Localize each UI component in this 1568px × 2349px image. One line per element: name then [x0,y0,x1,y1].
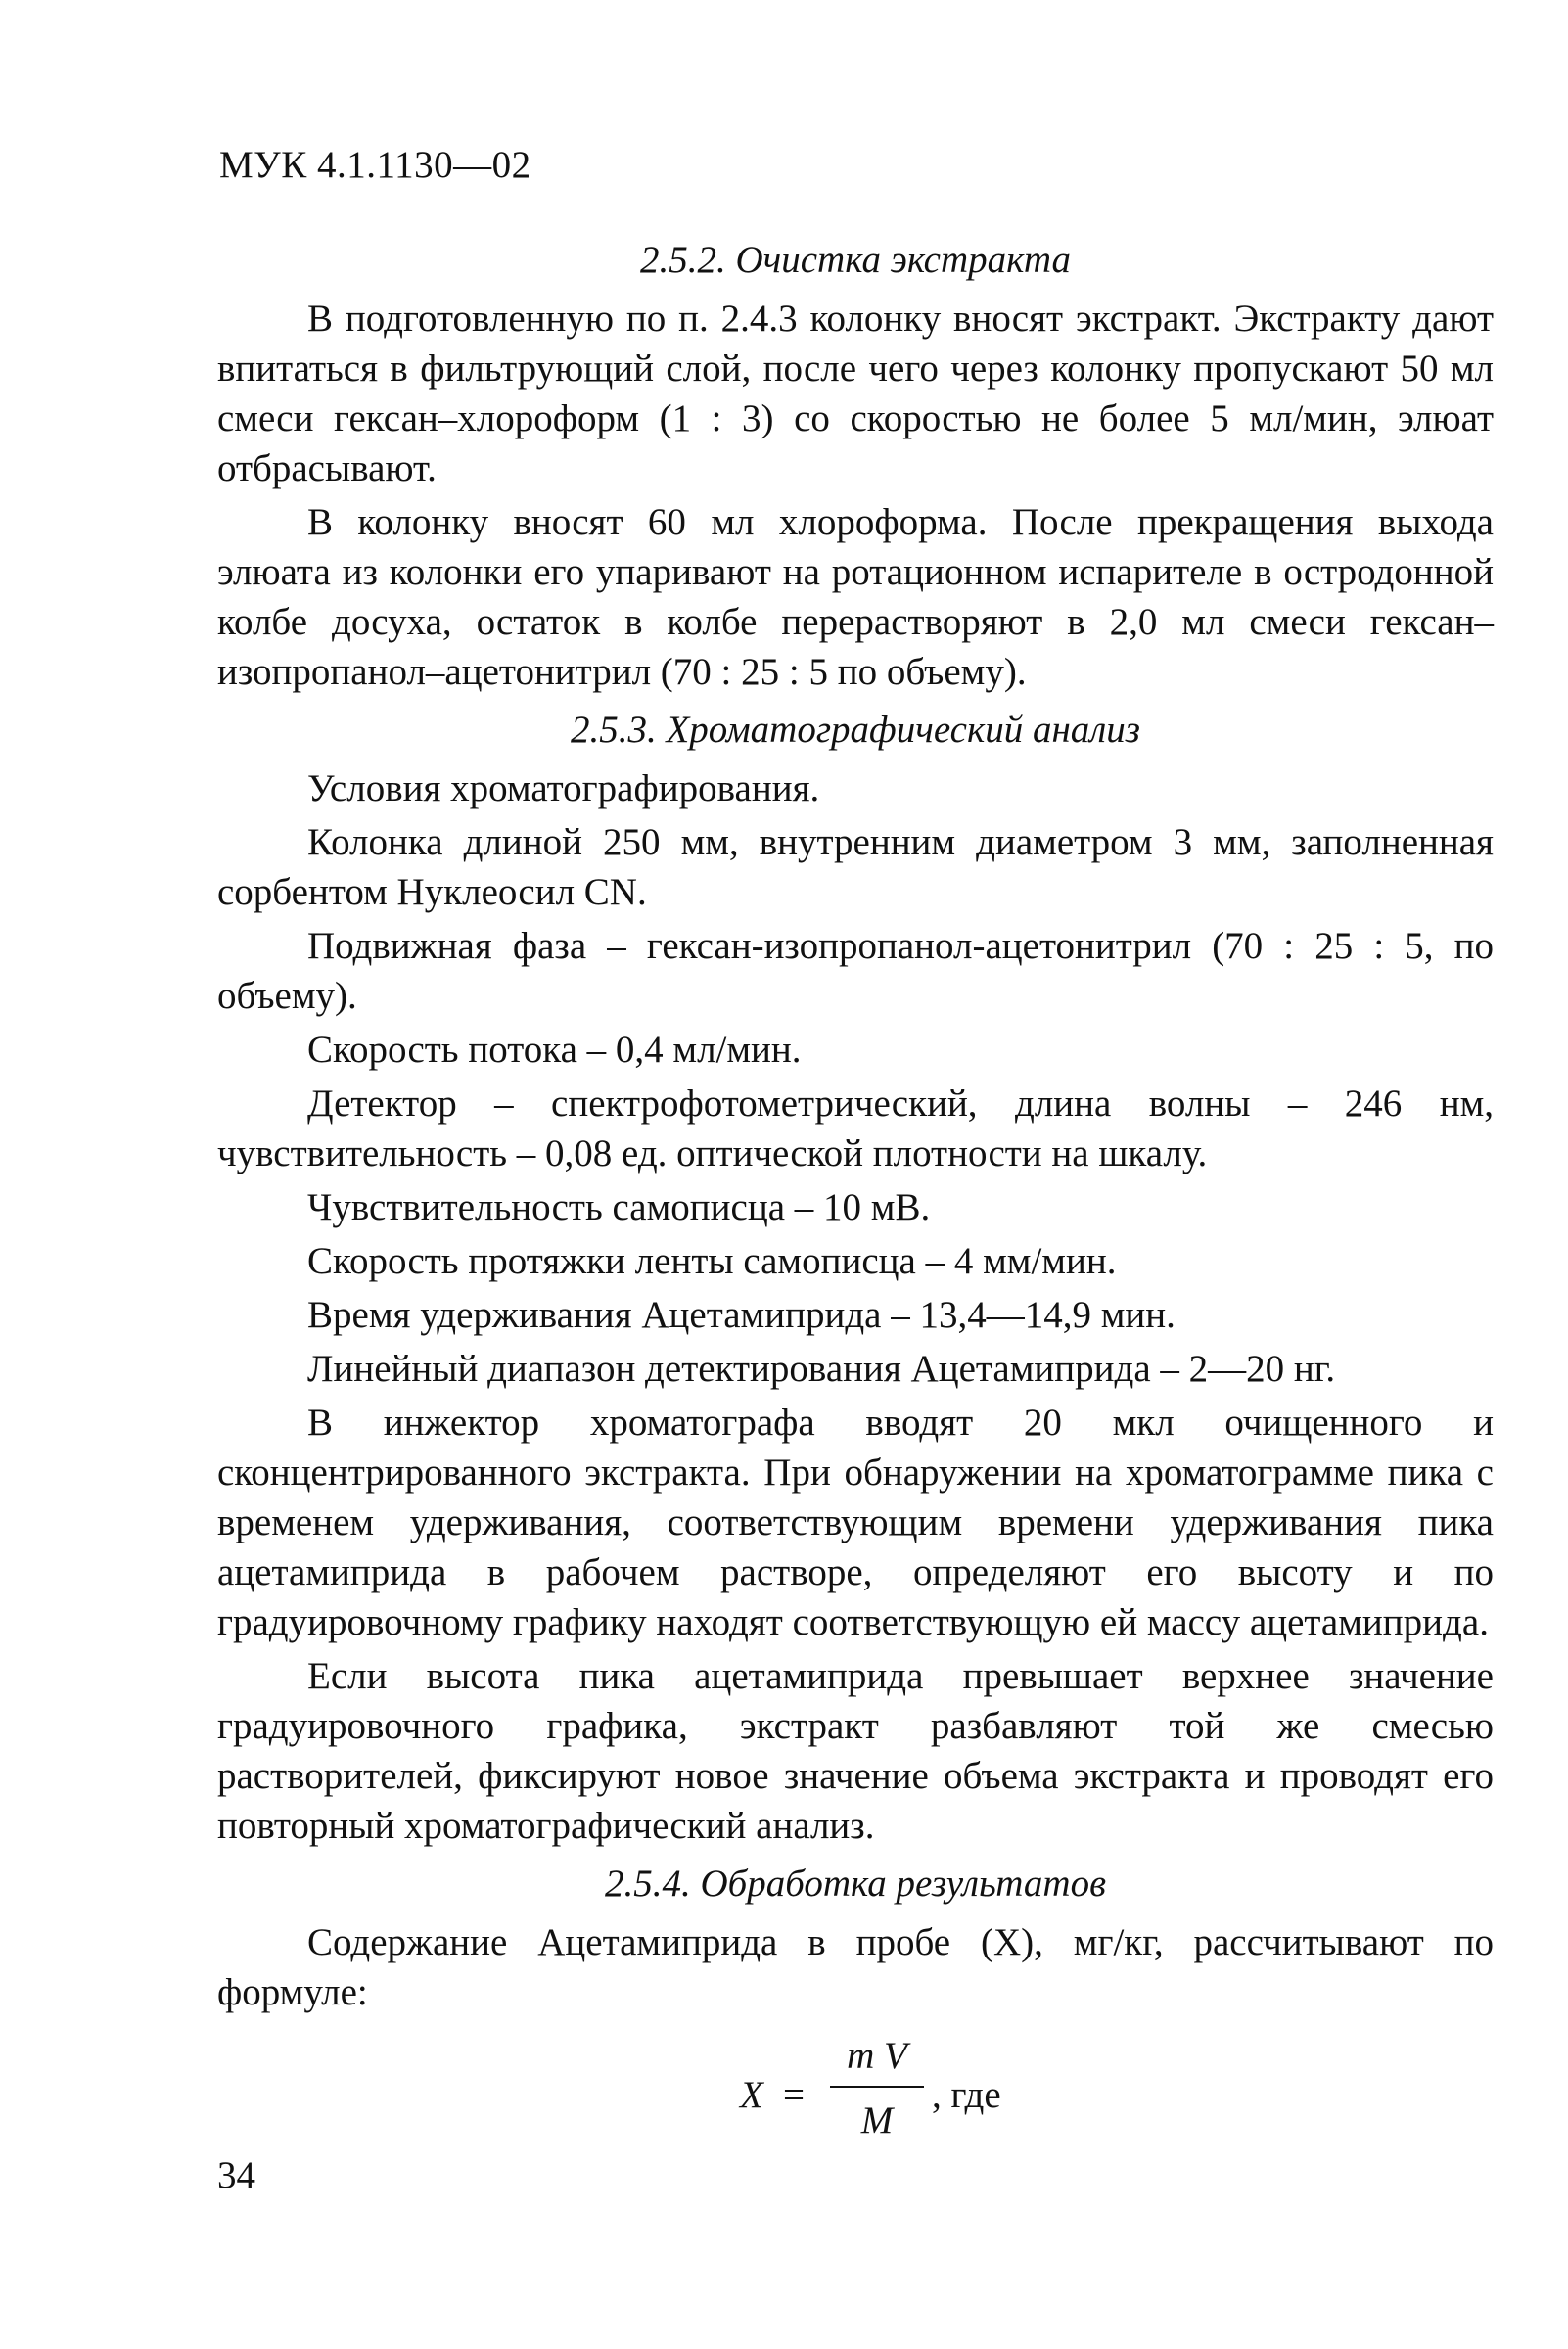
paragraph-injection: В инжектор хроматографа вводят 20 мкл очищенного и сконцентрированного экстракта. При обнаружении на хроматограмме пика с временем удерживания, соответствующим времени удерживания пика ацетамиприда в рабочем растворе, определяют его высоту и по градуировочному графику находят соответствующую ей массу ацетамиприда. [217,1402,1494,1643]
formula-fraction-bar [830,2086,924,2088]
condition-line: Линейный диапазон детектирования Ацетамиприда – 2—20 нг. [307,1348,1336,1390]
paragraph-extract-cleanup-1: В подготовленную по п. 2.4.3 колонку вносят экстракт. Экстракту дают впитаться в фильтрующий слой, после чего через колонку пропускают 50 мл смеси гексан–хлороформ (1 : 3) со скоростью не более 5 мл/мин, элюат отбрасывают. [217,298,1494,489]
condition-line: Детектор – спектрофотометрический, длина волны – 246 нм, чувствительность – 0,08 ед. оптической плотности на шкалу. [217,1082,1494,1174]
formula-denominator: M [860,2099,894,2142]
paragraph-result-calculation: Содержание Ацетамиприда в пробе (X), мг/кг, рассчитывают по формуле: [217,1921,1494,2013]
section-heading-2-5-2: 2.5.2. Очистка экстракта [639,239,1072,281]
formula-numerator: m V [847,2035,907,2077]
condition-line: Колонка длиной 250 мм, внутренним диаметром 3 мм, заполненная сорбентом Нуклеосил CN. [217,821,1494,913]
formula-suffix: , где [932,2074,1001,2116]
section-heading-2-5-3: 2.5.3. Хроматографический анализ [570,709,1141,751]
formula-lhs: X [740,2074,763,2116]
condition-line: Скорость потока – 0,4 мл/мин. [307,1029,802,1071]
formula [740,2031,1229,2152]
section-heading-2-5-4: 2.5.4. Обработка результатов [604,1863,1107,1905]
condition-line: Чувствительность самописца – 10 мВ. [307,1186,931,1228]
page-number: 34 [217,2154,255,2196]
paragraph-extract-cleanup-2: В колонку вносят 60 мл хлороформа. После прекращения выхода элюата из колонки его упаривают на ротационном испарителе в остродонной колбе досуха, остаток в колбе перерастворяют в 2,0 мл смеси гексан–изопропанол–ацетонитрил (70 : 25 : 5 по объему). [217,501,1494,693]
condition-line: Подвижная фаза – гексан-изопропанол-ацетонитрил (70 : 25 : 5, по объему). [217,925,1494,1017]
document-code: МУК 4.1.1130—02 [219,144,531,186]
condition-line: Время удерживания Ацетамиприда – 13,4—14,9 мин. [307,1294,1176,1336]
page-content [217,235,1494,2152]
formula-block [217,2031,1494,2152]
condition-line: Скорость протяжки ленты самописца – 4 мм/мин. [307,1240,1117,1282]
condition-line: Условия хроматографирования. [307,767,820,809]
paragraph-dilution: Если высота пика ацетамиприда превышает верхнее значение градуировочного графика, экстракт разбавляют той же смесью растворителей, фиксируют новое значение объема экстракта и проводят его повторный хроматографический анализ. [217,1655,1494,1847]
formula-equals: = [783,2074,805,2116]
